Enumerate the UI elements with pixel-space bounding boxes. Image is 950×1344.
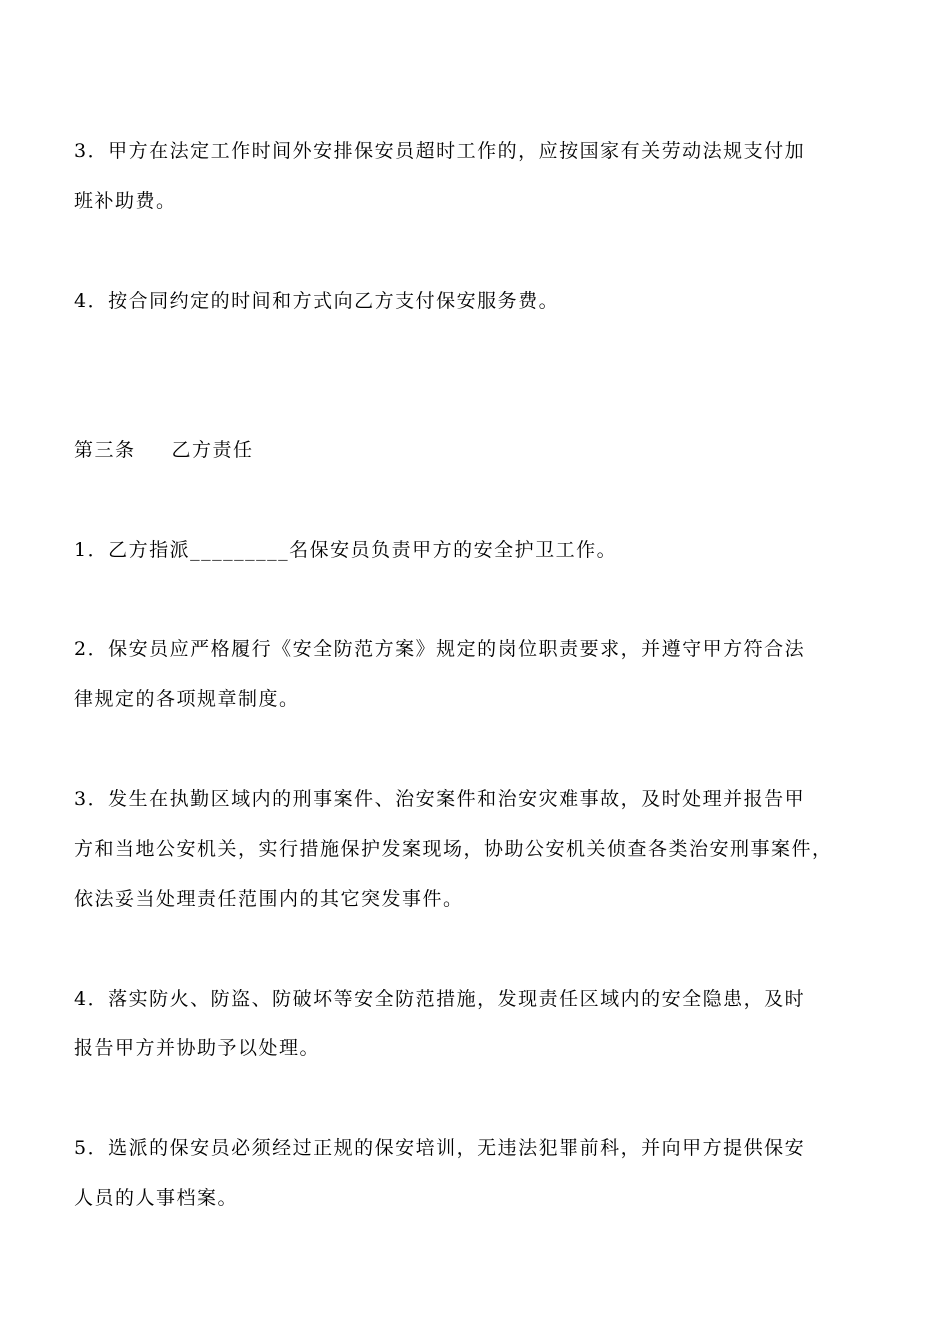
clause-3-1: 1．乙方指派_________名保安员负责甲方的安全护卫工作。 xyxy=(74,539,618,561)
section-title: 乙方责任 xyxy=(171,439,254,461)
clause-3-4-line-1: 4．落实防火、防盗、防破坏等安全防范措施，发现责任区域内的安全隐患，及时 xyxy=(74,988,806,1010)
clause-3-3-line-3: 依法妥当处理责任范围内的其它突发事件。 xyxy=(74,888,464,910)
clause-3-2-line-1: 2．保安员应严格履行《安全防范方案》规定的岗位职责要求，并遵守甲方符合法 xyxy=(74,638,806,660)
section-heading xyxy=(74,437,894,463)
clause-3-3-line-1: 3．发生在执勤区域内的刑事案件、治安案件和治安灾难事故，及时处理并报告甲 xyxy=(74,788,806,810)
section-number: 第三条 xyxy=(74,439,136,461)
clause-3-4-line-2: 报告甲方并协助予以处理。 xyxy=(74,1037,321,1059)
clause-3-5-line-2: 人员的人事档案。 xyxy=(74,1187,239,1209)
clause-3-5-line-1: 5．选派的保安员必须经过正规的保安培训，无违法犯罪前科，并向甲方提供保安 xyxy=(74,1137,806,1159)
clause-2-4: 4．按合同约定的时间和方式向乙方支付保安服务费。 xyxy=(74,290,560,312)
clause-3-3-line-2: 方和当地公安机关，实行措施保护发案现场，协助公安机关侦查各类治安刑事案件， xyxy=(74,838,833,860)
clause-3-2-line-2: 律规定的各项规章制度。 xyxy=(74,688,300,710)
clause-2-3-line-2: 班补助费。 xyxy=(74,190,177,212)
clause-2-3-line-1: 3．甲方在法定工作时间外安排保安员超时工作的，应按国家有关劳动法规支付加 xyxy=(74,140,806,162)
